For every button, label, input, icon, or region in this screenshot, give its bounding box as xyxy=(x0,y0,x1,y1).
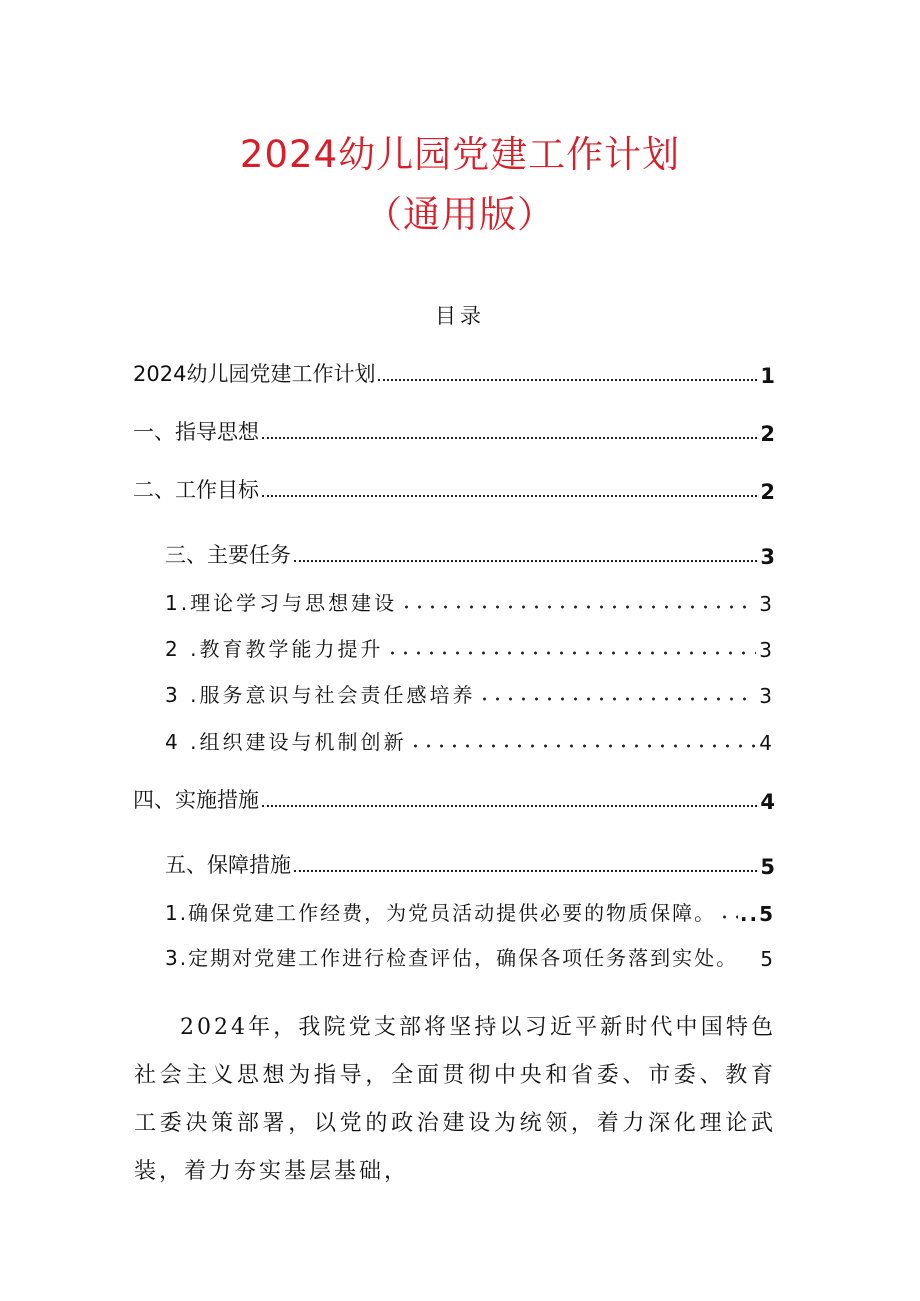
toc-entry-label: 1.理论学习与思想建设 xyxy=(165,591,398,615)
toc-heading: 目录 xyxy=(435,304,485,328)
toc-entry-label: 二、工作目标 xyxy=(133,478,259,502)
body-paragraph: 2024年，我院党支部将坚持以习近平新时代中国特色社会主义思想为指导，全面贯彻中央和省委、市委、教育工委决策部署，以党的政治建设为统领，着力深化理论武装，着力夯实基层基础， xyxy=(134,1015,776,1184)
toc-entry[interactable] xyxy=(165,725,775,755)
toc-entry-label: 一、指导思想 xyxy=(133,420,259,444)
toc-leader xyxy=(294,870,757,872)
toc-entry[interactable] xyxy=(165,896,775,926)
toc-entry-page: 5 xyxy=(760,947,775,971)
toc-entry[interactable] xyxy=(165,539,775,569)
toc-entry[interactable] xyxy=(133,784,775,814)
toc-entry[interactable] xyxy=(133,358,775,388)
toc-entry[interactable] xyxy=(165,678,775,708)
toc-leader xyxy=(478,696,756,702)
toc-entry-page: 2 xyxy=(760,480,775,504)
toc-leader xyxy=(294,560,757,562)
toc-leader xyxy=(400,604,756,610)
toc-entry-label: 3 .服务意识与社会责任感培养 xyxy=(165,683,476,707)
toc-entry-page: 3 xyxy=(759,684,775,708)
toc-entry[interactable] xyxy=(133,416,775,446)
toc-entry-page: 5 xyxy=(760,855,775,879)
toc-leader xyxy=(386,650,756,656)
toc-entry-page: 1 xyxy=(760,364,775,388)
toc-entry-page: 3 xyxy=(760,545,775,569)
toc-entry-label: 三、主要任务 xyxy=(165,543,291,567)
toc-entry-label: 4 .组织建设与机制创新 xyxy=(165,730,407,754)
toc-leader xyxy=(262,805,757,807)
toc-entry-page: 4 xyxy=(760,790,775,814)
toc-entry[interactable] xyxy=(133,474,775,504)
toc-entry[interactable] xyxy=(165,941,775,971)
toc-entry-page: 2 xyxy=(760,422,775,446)
toc-leader xyxy=(718,914,738,920)
toc-entry-page: ..5 xyxy=(739,902,775,926)
toc-leader xyxy=(409,743,756,749)
toc-entry-page: 3 xyxy=(759,592,775,616)
toc-entry-label: 1.确保党建工作经费，为党员活动提供必要的物质保障。 xyxy=(165,901,717,925)
toc-entry-label: 五、保障措施 xyxy=(165,853,291,877)
toc-entry-page: 3 xyxy=(759,638,775,662)
toc-leader xyxy=(262,495,757,497)
document-subtitle: （通用版） xyxy=(365,193,555,236)
toc-entry-label: 2024幼儿园党建工作计划 xyxy=(133,362,376,386)
toc-entry-page: 4 xyxy=(759,731,775,755)
toc-leader xyxy=(378,379,757,381)
toc-entry[interactable] xyxy=(165,849,775,879)
toc-entry-label: 2 .教育教学能力提升 xyxy=(165,637,384,661)
toc-leader xyxy=(262,437,757,439)
toc-entry-label: 3.定期对党建工作进行检查评估，确保各项任务落到实处。 xyxy=(165,946,739,970)
toc-entry-label: 四、实施措施 xyxy=(133,788,259,812)
toc-entry[interactable] xyxy=(165,586,775,616)
document-title: 2024幼儿园党建工作计划 xyxy=(239,133,681,176)
toc-entry[interactable] xyxy=(165,632,775,662)
